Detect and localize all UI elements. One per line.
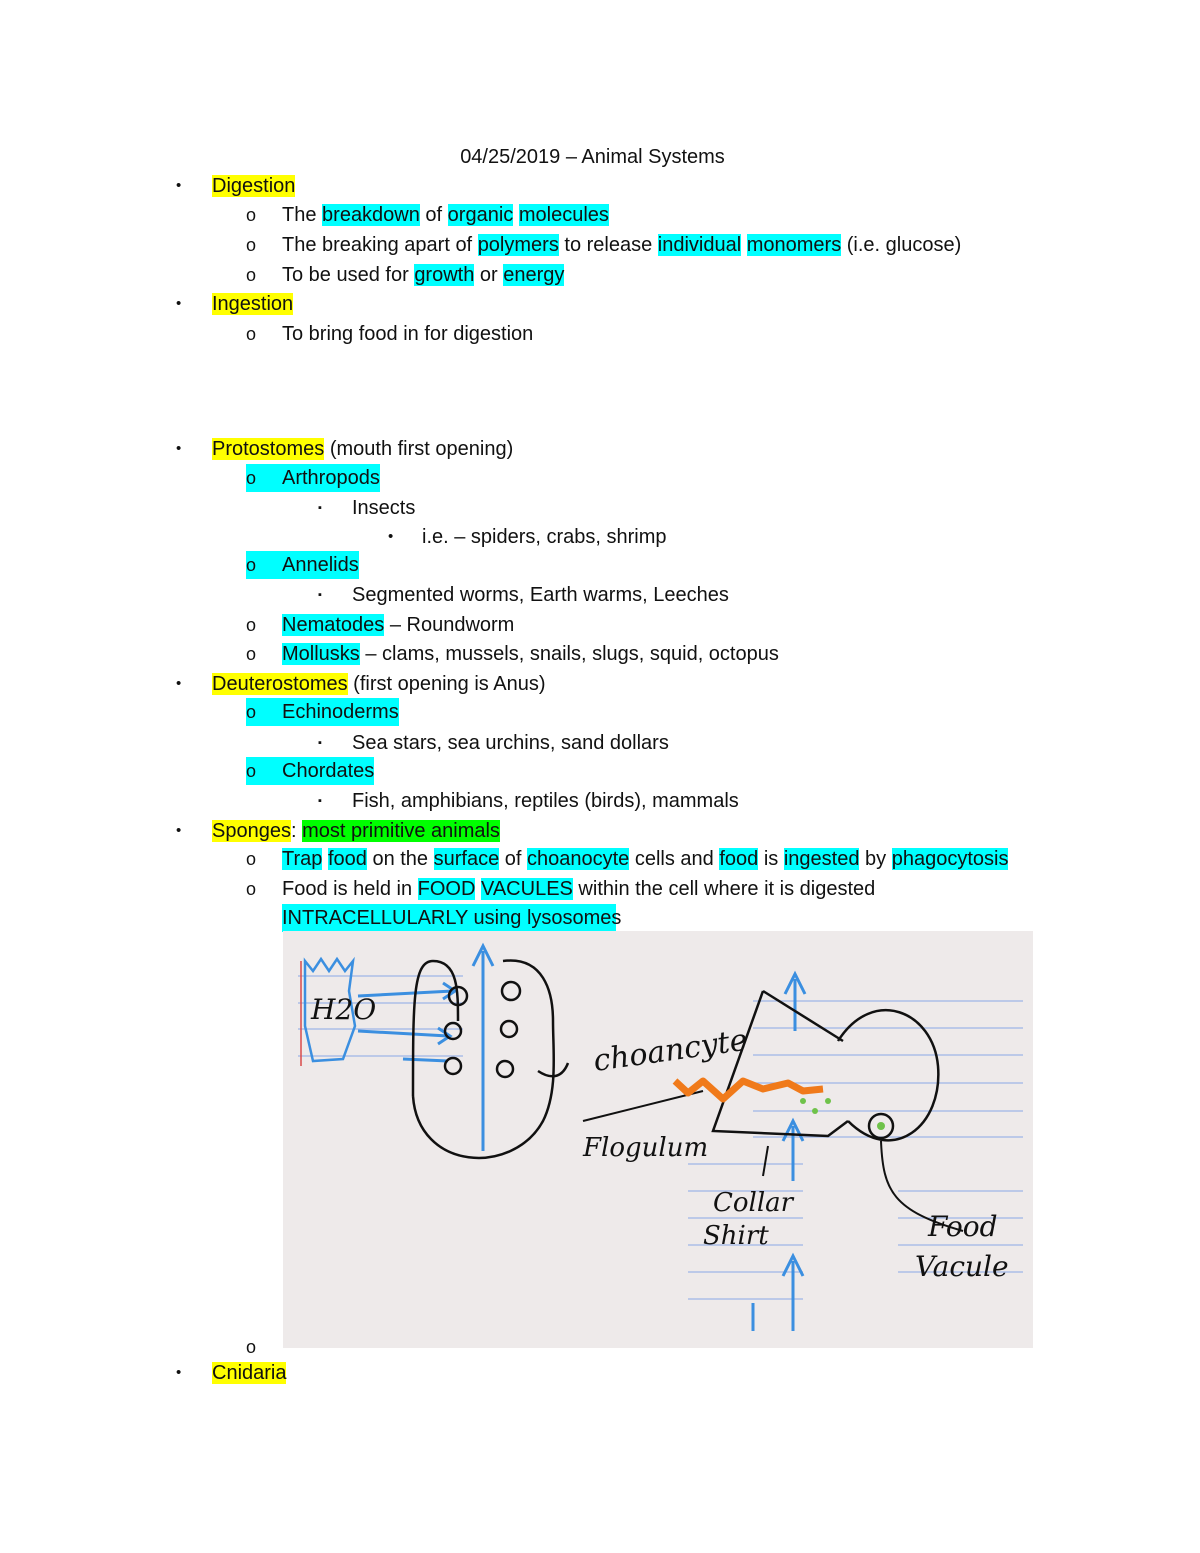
square-marker: ▪ <box>318 737 322 749</box>
bullet-marker: • <box>176 822 182 839</box>
text: (first opening is Anus) <box>347 673 546 695</box>
heading-protostomes: Protostomes <box>212 438 325 460</box>
text: Segmented worms, Earth warms, Leeches <box>352 584 729 606</box>
label-collar-line1: Collar <box>713 1188 794 1218</box>
circle-marker: o <box>246 205 257 225</box>
page-title: 04/25/2019 – Animal Systems <box>460 146 725 168</box>
sub-sponges-trap <box>246 845 1008 875</box>
term-choanocyte: choanocyte <box>527 848 630 870</box>
choanocyte-cell <box>713 991 938 1140</box>
text: – clams, mussels, snails, slugs, squid, octopus <box>359 643 779 665</box>
term-intracellularly: INTRACELLULARLY <box>282 907 468 929</box>
term-individual: individual <box>657 234 742 256</box>
sub-arthropods <box>246 464 380 494</box>
term-chordates: Chordates <box>282 760 375 782</box>
bullet-marker: • <box>176 1364 182 1381</box>
term-polymers: polymers <box>477 234 559 256</box>
text: Sea stars, sea urchins, sand dollars <box>352 732 669 754</box>
water-arrows <box>358 946 805 1331</box>
term-arthropods: Arthropods <box>282 467 380 489</box>
circle-marker: o <box>246 849 257 869</box>
square-marker: ▪ <box>318 795 322 807</box>
bullet-cnidaria <box>176 1359 286 1389</box>
text: (i.e. glucose) <box>841 234 962 256</box>
sub-digestion-polymers <box>246 231 961 261</box>
text: by <box>859 848 892 870</box>
circle-marker: o <box>246 324 257 344</box>
sub-digestion-growth <box>246 261 564 291</box>
flagellum-stroke <box>675 1081 823 1099</box>
text: of <box>419 204 448 226</box>
text: is <box>758 848 784 870</box>
bullet-marker: • <box>176 295 182 312</box>
heading-ingestion: Ingestion <box>212 293 294 315</box>
term-ingested: ingested <box>783 848 860 870</box>
annelids-highlight <box>246 551 359 579</box>
circle-marker: o <box>246 265 257 285</box>
term-nematodes: Nematodes <box>282 614 385 636</box>
bullet-marker: • <box>176 675 182 692</box>
term-vacules: VACULES <box>480 878 573 900</box>
text <box>513 204 519 226</box>
label-collar-line2: Shirt <box>703 1221 769 1251</box>
sub-annelids <box>246 551 359 581</box>
circle-marker: o <box>246 702 257 722</box>
bullet-marker: • <box>388 528 394 545</box>
bullet-digestion <box>176 172 295 202</box>
heading-digestion: Digestion <box>212 175 296 197</box>
term-annelids: Annelids <box>282 554 359 576</box>
text: i.e. – spiders, crabs, shrimp <box>422 526 667 548</box>
sub-annelids-examples <box>318 581 729 611</box>
chordates-highlight <box>246 757 374 785</box>
term-food-caps: FOOD <box>417 878 476 900</box>
heading-sponges: Sponges <box>212 820 291 842</box>
arthropods-highlight <box>246 464 380 492</box>
text: To be used for <box>282 264 415 286</box>
circle-marker: o <box>246 468 257 488</box>
text: using <box>468 907 527 929</box>
label-food-line2: Vacule <box>915 1250 1009 1283</box>
term-phagocytosis: phagocytosis <box>891 848 1009 870</box>
term-growth: growth <box>414 264 475 286</box>
text: Insects <box>352 497 416 519</box>
text: on the <box>366 848 434 870</box>
circle-marker: o <box>246 555 257 575</box>
text: (mouth first opening) <box>324 438 514 460</box>
sub-insects-examples <box>388 523 667 553</box>
term-food: food <box>327 848 367 870</box>
circle-marker: o <box>246 879 257 899</box>
bullet-marker: • <box>176 440 182 457</box>
term-food-2: food <box>719 848 759 870</box>
text: or <box>474 264 504 286</box>
sub-sponges-vacules-cont <box>282 904 622 934</box>
text: : <box>290 820 303 842</box>
bullet-protostomes <box>176 435 513 465</box>
term-most-primitive: most primitive animals <box>302 820 500 842</box>
label-flagellum: Flogulum <box>583 1133 709 1163</box>
bullet-marker: • <box>176 177 182 194</box>
term-monomers: monomers <box>746 234 842 256</box>
text: Fish, amphibians, reptiles (birds), mammals <box>352 790 739 812</box>
label-h2o: H2O <box>311 993 377 1026</box>
label-food-line1: Food <box>928 1210 998 1243</box>
sub-chordates <box>246 757 374 787</box>
circle-marker: o <box>246 644 257 664</box>
sub-echinoderms-examples <box>318 729 669 759</box>
term-molecules: molecules <box>518 204 609 226</box>
sub-nematodes <box>246 611 514 641</box>
term-surface: surface <box>433 848 500 870</box>
square-marker: ▪ <box>318 589 322 601</box>
continuation-highlight <box>282 904 622 932</box>
sub-echinoderms <box>246 698 399 728</box>
bullet-ingestion <box>176 290 293 320</box>
text <box>741 234 747 256</box>
sub-mollusks <box>246 640 779 670</box>
sketch-svg <box>283 931 1033 1348</box>
term-organic: organic <box>447 204 514 226</box>
label-choancyte: choancyte <box>591 1022 750 1079</box>
term-trap: Trap <box>282 848 323 870</box>
heading-deuterostomes: Deuterostomes <box>212 673 348 695</box>
term-lysosomes: lysosomes <box>526 907 622 929</box>
sub-ingestion-desc <box>246 320 533 350</box>
bullet-sponges <box>176 817 500 847</box>
text: – Roundworm <box>384 614 515 636</box>
text: within the cell where it is digested <box>572 878 876 900</box>
square-marker: ▪ <box>318 502 322 514</box>
sub-chordates-examples <box>318 787 739 817</box>
text: The <box>282 204 323 226</box>
term-breakdown: breakdown <box>322 204 420 226</box>
sub-insects <box>318 494 415 524</box>
circle-marker: o <box>246 1337 257 1357</box>
circle-marker: o <box>246 761 257 781</box>
term-mollusks: Mollusks <box>282 643 360 665</box>
text: of <box>499 848 527 870</box>
choanocyte-sketch <box>283 931 1033 1348</box>
text: To bring food in for digestion <box>282 323 534 345</box>
circle-marker: o <box>246 235 257 255</box>
echinoderms-highlight <box>246 698 399 726</box>
heading-cnidaria: Cnidaria <box>212 1362 287 1384</box>
term-energy: energy <box>503 264 565 286</box>
text: Food is held in <box>282 878 418 900</box>
text: cells and <box>629 848 720 870</box>
circle-marker: o <box>246 615 257 635</box>
term-echinoderms: Echinoderms <box>282 701 399 723</box>
text: to release <box>558 234 658 256</box>
bullet-deuterostomes <box>176 670 546 700</box>
sub-digestion-breakdown <box>246 201 609 231</box>
text: The breaking apart of <box>282 234 478 256</box>
sub-sponges-vacules <box>246 875 875 905</box>
